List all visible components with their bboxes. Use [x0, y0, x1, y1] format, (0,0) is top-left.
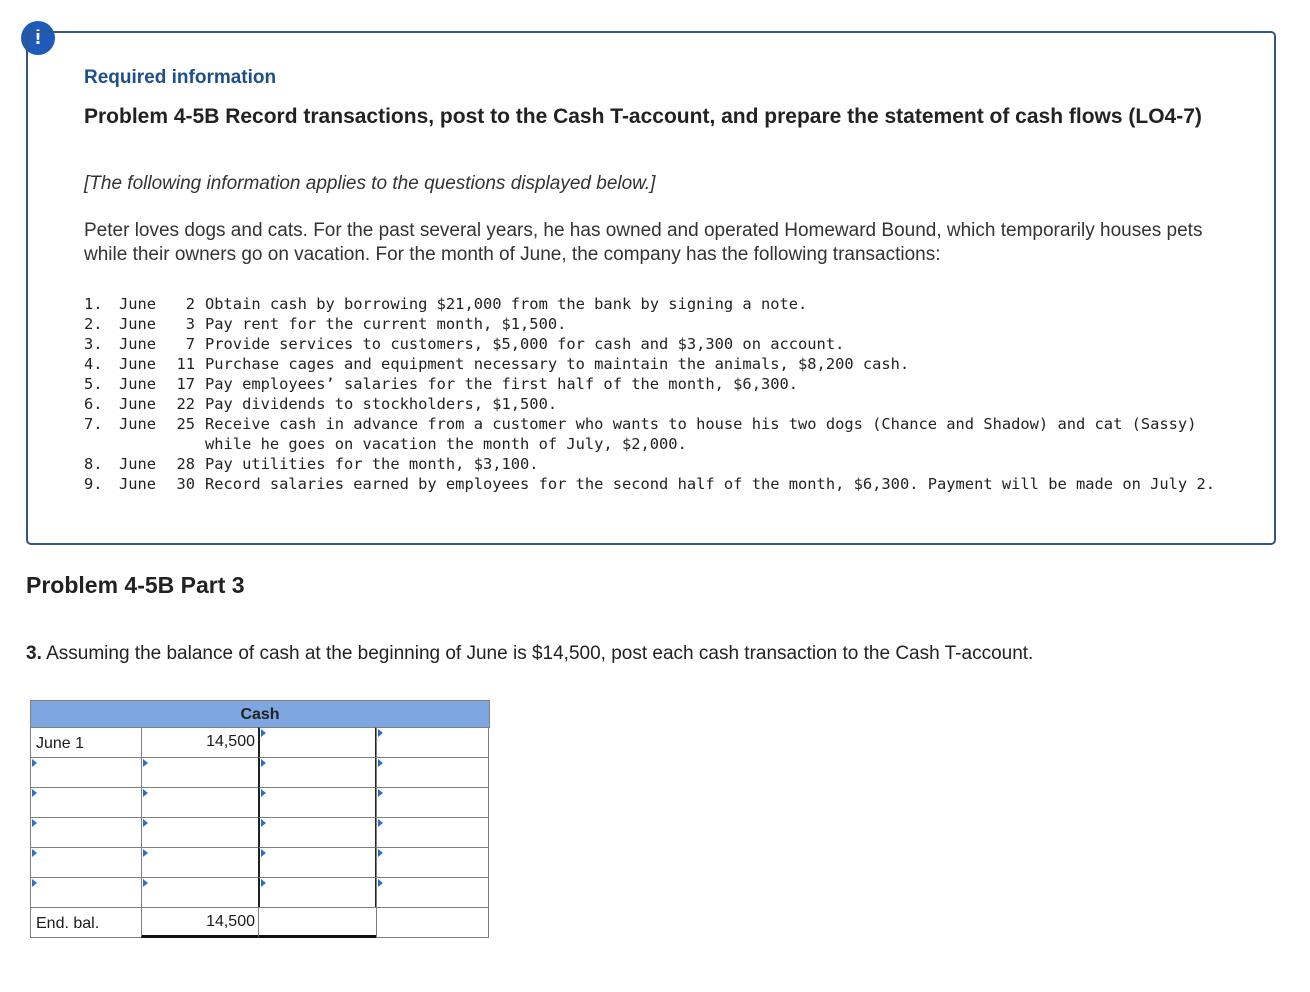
debit-date-input[interactable] — [31, 788, 141, 817]
list-item: 4. June 11 Purchase cages and equipment necessary to maintain the animals, $8,200 cash. — [84, 355, 910, 373]
credit-amount-cell[interactable] — [376, 847, 489, 878]
debit-date-input[interactable] — [31, 878, 141, 907]
credit-date-input[interactable] — [260, 878, 375, 907]
debit-amount-cell[interactable] — [141, 877, 259, 908]
credit-amount-cell[interactable] — [376, 787, 489, 818]
credit-date-input[interactable] — [260, 728, 375, 757]
credit-date-input[interactable] — [260, 788, 375, 817]
debit-date-cell[interactable] — [30, 847, 142, 878]
t-account-row — [30, 758, 490, 788]
t-account-row-ending — [30, 908, 490, 938]
credit-amount-input[interactable] — [377, 728, 488, 757]
credit-amount-input[interactable] — [377, 848, 488, 877]
alert-icon: ! — [21, 21, 55, 55]
transaction-list — [84, 294, 1225, 494]
credit-amount-input[interactable] — [377, 758, 488, 787]
debit-amount-input[interactable] — [142, 758, 258, 787]
debit-amount-cell[interactable] — [141, 787, 259, 818]
debit-date-cell[interactable] — [30, 787, 142, 818]
credit-date-cell[interactable] — [258, 757, 377, 788]
credit-amount-cell[interactable] — [376, 817, 489, 848]
list-item: 6. June 22 Pay dividends to stockholders, $1,500. — [84, 395, 558, 413]
opening-debit: 14,500 — [141, 727, 259, 758]
credit-amount-cell[interactable] — [376, 727, 489, 758]
credit-date-cell[interactable] — [258, 787, 377, 818]
credit-date-input[interactable] — [260, 848, 375, 877]
t-account-row — [30, 788, 490, 818]
list-item: 5. June 17 Pay employees’ salaries for the first half of the month, $6,300. — [84, 375, 799, 393]
debit-date-cell[interactable] — [30, 877, 142, 908]
t-account-title: Cash — [30, 700, 490, 728]
t-account-row — [30, 848, 490, 878]
list-item: 9. June 30 Record salaries earned by employees for the second half of the month, $6,300. Payment will be made on July 2. — [84, 475, 1215, 493]
debit-amount-cell[interactable] — [141, 847, 259, 878]
t-account-row — [30, 878, 490, 908]
opening-label: June 1 — [30, 727, 142, 758]
list-item: 2. June 3 Pay rent for the current month, $1,500. — [84, 315, 567, 333]
cash-t-account — [30, 700, 490, 938]
required-information-heading: Required information — [84, 67, 277, 88]
t-account-row-opening — [30, 728, 490, 758]
credit-amount-input[interactable] — [377, 788, 488, 817]
credit-date-cell[interactable] — [258, 877, 377, 908]
ending-empty-cell — [376, 907, 489, 938]
credit-date-cell[interactable] — [258, 817, 377, 848]
debit-amount-cell[interactable] — [141, 817, 259, 848]
ending-credit-cell — [258, 907, 377, 938]
problem-title: Problem 4-5B Record transactions, post to the Cash T-account, and prepare the statement of cash flows (LO4-7) — [84, 105, 1202, 128]
debit-amount-input[interactable] — [142, 788, 258, 817]
question-text: 3. Assuming the balance of cash at the beginning of June is $14,500, post each cash transaction to the Cash T-account. — [26, 643, 1034, 664]
debit-date-cell[interactable] — [30, 757, 142, 788]
debit-amount-input[interactable] — [142, 818, 258, 847]
credit-amount-cell[interactable] — [376, 757, 489, 788]
debit-amount-cell[interactable] — [141, 757, 259, 788]
credit-date-cell[interactable] — [258, 727, 377, 758]
list-item: 3. June 7 Provide services to customers, $5,000 for cash and $3,300 on account. — [84, 335, 845, 353]
applies-note: [The following information applies to the questions displayed below.] — [84, 173, 656, 194]
debit-date-cell[interactable] — [30, 817, 142, 848]
list-item: 1. June 2 Obtain cash by borrowing $21,000 from the bank by signing a note. — [84, 295, 808, 313]
debit-date-input[interactable] — [31, 818, 141, 847]
credit-date-cell[interactable] — [258, 847, 377, 878]
ending-debit: 14,500 — [141, 907, 259, 938]
credit-date-input[interactable] — [260, 818, 375, 847]
list-item: 7. June 25 Receive cash in advance from a customer who wants to house his two dogs (Chance and Shadow) and cat (Sassy) while he goes on vacation the month of July, $2,000. — [84, 415, 1197, 453]
ending-label: End. bal. — [30, 907, 142, 938]
credit-amount-input[interactable] — [377, 818, 488, 847]
debit-amount-input[interactable] — [142, 878, 258, 907]
t-account-row — [30, 818, 490, 848]
debit-date-input[interactable] — [31, 758, 141, 787]
debit-date-input[interactable] — [31, 848, 141, 877]
credit-date-input[interactable] — [260, 758, 375, 787]
part-title: Problem 4-5B Part 3 — [26, 572, 245, 598]
intro-paragraph: Peter loves dogs and cats. For the past several years, he has owned and operated Homeward Bound, which temporarily houses pets while their owners go on vacation. For the month of June, the company has the following transactions: — [84, 220, 1203, 265]
credit-amount-input[interactable] — [377, 878, 488, 907]
list-item: 8. June 28 Pay utilities for the month, $3,100. — [84, 455, 539, 473]
required-information-box — [26, 31, 1276, 545]
credit-amount-cell[interactable] — [376, 877, 489, 908]
debit-amount-input[interactable] — [142, 848, 258, 877]
